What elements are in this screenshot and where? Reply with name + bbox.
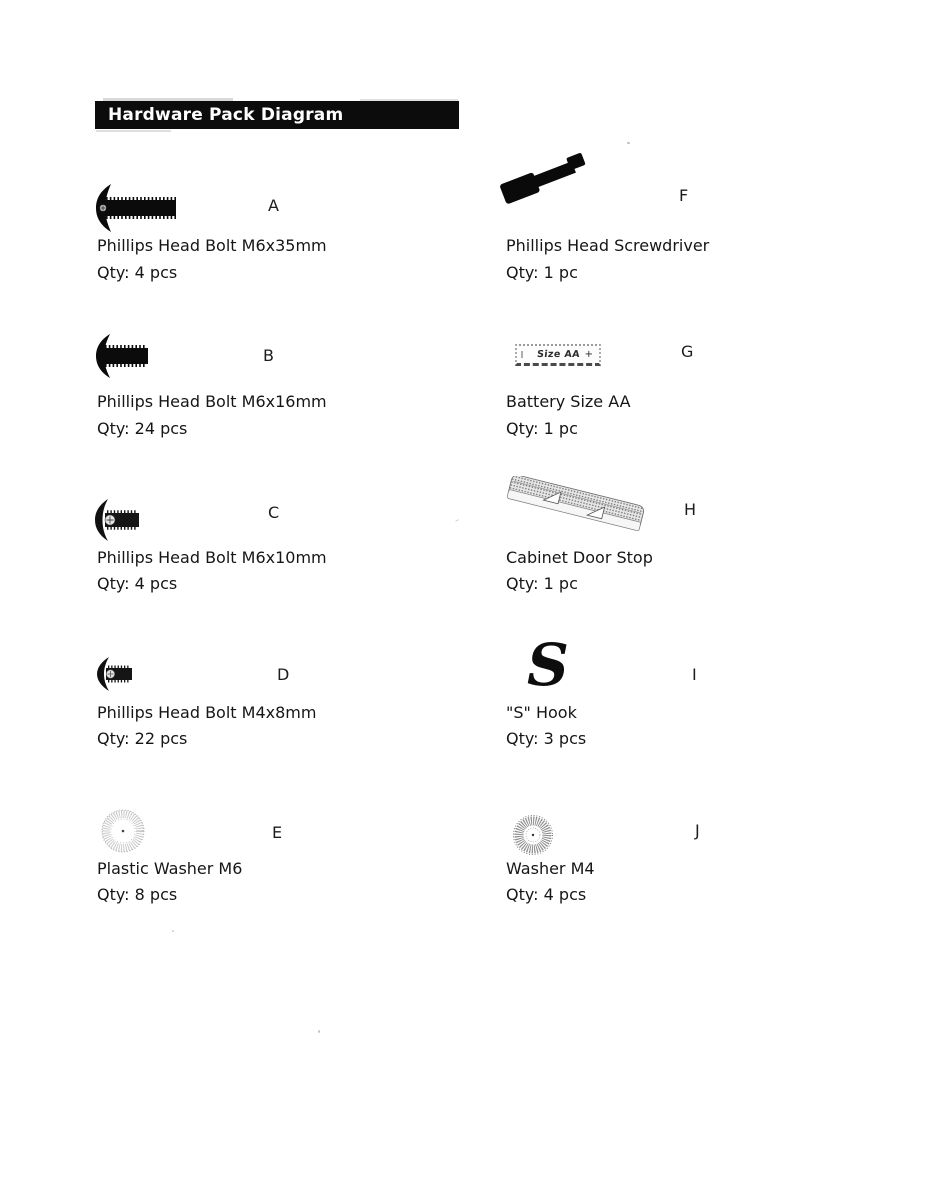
item-e-name: Plastic Washer M6 bbox=[97, 859, 243, 878]
scan-artifact bbox=[96, 130, 171, 132]
item-i-name: "S" Hook bbox=[506, 703, 577, 722]
item-h-qty: Qty: 1 pc bbox=[506, 574, 578, 593]
item-a-letter: A bbox=[268, 196, 279, 215]
item-h-letter: H bbox=[684, 500, 697, 519]
item-b-letter: B bbox=[263, 346, 274, 365]
item-f-letter: F bbox=[679, 186, 689, 205]
item-h-name: Cabinet Door Stop bbox=[506, 548, 653, 567]
item-i-letter: I bbox=[692, 665, 697, 684]
scan-speck bbox=[627, 142, 630, 144]
item-c-qty: Qty: 4 pcs bbox=[97, 574, 178, 593]
item-g-letter: G bbox=[681, 342, 694, 361]
item-f-name: Phillips Head Screwdriver bbox=[506, 236, 710, 255]
item-b-qty: Qty: 24 pcs bbox=[97, 419, 188, 438]
phillips-bolt-m6x35-icon bbox=[94, 181, 184, 239]
screwdriver-icon bbox=[498, 146, 598, 212]
phillips-bolt-m6x10-icon bbox=[93, 497, 145, 547]
scan-speck bbox=[455, 519, 459, 522]
item-j-letter: J bbox=[695, 821, 700, 840]
item-i-qty: Qty: 3 pcs bbox=[506, 729, 587, 748]
item-j-name: Washer M4 bbox=[506, 859, 595, 878]
item-g-name: Battery Size AA bbox=[506, 392, 631, 411]
phillips-bolt-m4x8-icon bbox=[95, 654, 139, 698]
scan-speck bbox=[172, 930, 174, 932]
item-d-letter: D bbox=[277, 665, 290, 684]
item-j-qty: Qty: 4 pcs bbox=[506, 885, 587, 904]
item-a-name: Phillips Head Bolt M6x35mm bbox=[97, 236, 327, 255]
item-d-qty: Qty: 22 pcs bbox=[97, 729, 188, 748]
item-c-name: Phillips Head Bolt M6x10mm bbox=[97, 548, 327, 567]
battery-plus-terminal: + bbox=[584, 349, 593, 360]
item-g-qty: Qty: 1 pc bbox=[506, 419, 578, 438]
section-title: Hardware Pack Diagram bbox=[95, 101, 459, 129]
washer-m4-icon bbox=[510, 812, 556, 862]
door-stop-icon bbox=[500, 476, 650, 552]
battery-label: Size AA bbox=[536, 349, 581, 360]
item-d-name: Phillips Head Bolt M4x8mm bbox=[97, 703, 317, 722]
plastic-washer-m6-icon bbox=[98, 806, 148, 860]
item-e-letter: E bbox=[272, 823, 283, 842]
phillips-bolt-m6x16-icon bbox=[94, 331, 156, 385]
item-e-qty: Qty: 8 pcs bbox=[97, 885, 178, 904]
item-b-name: Phillips Head Bolt M6x16mm bbox=[97, 392, 327, 411]
battery-minus-terminal bbox=[521, 351, 523, 358]
battery-aa-icon bbox=[515, 344, 601, 366]
s-hook-icon: S bbox=[527, 631, 569, 699]
item-c-letter: C bbox=[268, 503, 280, 522]
item-a-qty: Qty: 4 pcs bbox=[97, 263, 178, 282]
scan-speck bbox=[318, 1030, 320, 1033]
item-f-qty: Qty: 1 pc bbox=[506, 263, 578, 282]
